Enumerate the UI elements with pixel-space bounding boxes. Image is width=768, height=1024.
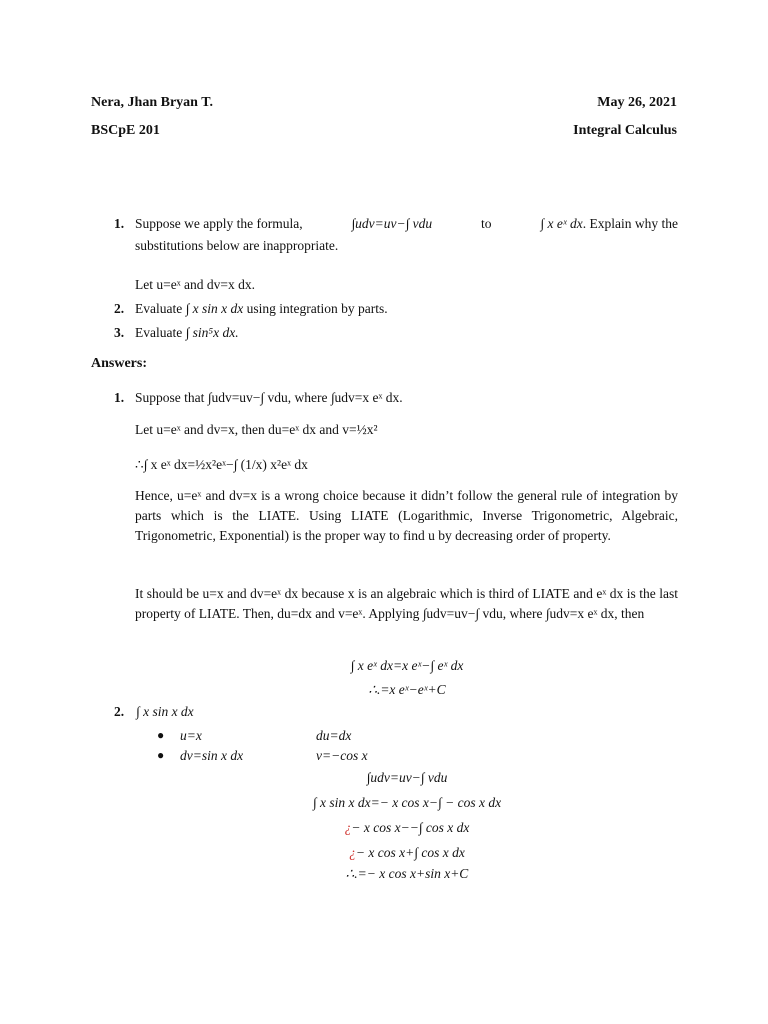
answer-2-step-3	[345, 818, 470, 838]
question-1-line1	[135, 214, 678, 234]
question-2-evaluate: Evaluate	[135, 301, 183, 316]
answer-2-u: u=x	[180, 728, 202, 743]
question-3-number: 3.	[114, 325, 125, 340]
answer-2-step-4	[349, 843, 465, 863]
bullet-1-icon: ●	[157, 728, 165, 742]
answer-2-step-2: ∫ x sin x dx=− x cos x−∫ − cos x dx	[312, 795, 502, 810]
question-2-tail: using integration by parts.	[246, 301, 388, 316]
answer-2-expr: ∫ x sin x dx	[136, 704, 194, 719]
answer-2-step-3-mark: ¿	[344, 820, 352, 835]
question-1-let: Let u=eˣ and dv=x dx.	[135, 277, 255, 292]
question-1-target: ∫ x eˣ dx	[540, 216, 583, 231]
answer-2-dv: dv=sin x dx	[180, 748, 244, 763]
bullet-2-icon: ●	[157, 748, 165, 762]
answer-1-paragraph-2: It should be u=x and dv=eˣ dx because x is an algebraic which is third of LIATE and eˣ dx is the last property of LIATE. Then, du=dx and v=eˣ. Applying ∫udv=uv−∫ vdu, where ∫udv=x eˣ dx, then	[135, 586, 678, 621]
answer-2-v: v=−cos x	[316, 748, 368, 763]
question-1-prefix: Suppose we apply the formula,	[135, 216, 303, 231]
answer-1-paragraph-1: Hence, u=eˣ and dv=x is a wrong choice because it didn’t follow the general rule of integration by parts which is the LIATE. Using LIATE (Logarithmic, Inverse Trigonometric, Algebraic, Trigonometric, Exponential) is the proper way to find u by decreasing order of property.	[135, 488, 678, 543]
answer-1-equation-2: ∴.=x eˣ−eˣ+C	[368, 682, 446, 697]
question-2-text	[135, 299, 388, 319]
question-2-expr: ∫ x sin x dx	[185, 301, 244, 316]
subject: Integral Calculus	[573, 123, 677, 138]
answer-2-number: 2.	[114, 704, 125, 719]
course: BSCpE 201	[91, 123, 160, 138]
answer-2-step-1: ∫udv=uv−∫ vdu	[366, 770, 448, 785]
question-1-to: to	[481, 216, 492, 231]
question-3-text	[135, 323, 239, 343]
answers-heading: Answers:	[91, 356, 147, 371]
answer-2-step-4-mark: ¿	[349, 845, 356, 860]
answer-2-step-4-expr: − x cos x+∫ cos x dx	[355, 845, 465, 860]
question-1-suffix: . Explain why the	[582, 216, 678, 231]
answer-1-line3: ∴∫ x eˣ dx=½x²eˣ−∫ (1/x) x²eˣ dx	[135, 457, 308, 472]
question-1-line2: substitutions below are inappropriate.	[135, 238, 339, 253]
answer-2-du: du=dx	[316, 728, 352, 743]
answer-1-number: 1.	[114, 390, 125, 405]
question-2-number: 2.	[114, 301, 125, 316]
answer-2-step-3-expr: − x cos x−−∫ cos x dx	[351, 820, 470, 835]
question-1-formula: ∫udv=uv−∫ vdu	[351, 216, 433, 231]
question-3-evaluate: Evaluate	[135, 325, 183, 340]
answer-2-step-5: ∴.=− x cos x+sin x+C	[345, 866, 469, 881]
question-3-expr: ∫ sin⁵x dx.	[185, 325, 239, 340]
answer-1-line2: Let u=eˣ and dv=x, then du=eˣ dx and v=½x²	[135, 422, 378, 437]
date: May 26, 2021	[597, 95, 677, 110]
answer-1-line1: Suppose that ∫udv=uv−∫ vdu, where ∫udv=x eˣ dx.	[135, 390, 403, 405]
answer-1-equation-1: ∫ x eˣ dx=x eˣ−∫ eˣ dx	[350, 658, 464, 673]
question-1-number: 1.	[114, 216, 125, 231]
student-name: Nera, Jhan Bryan T.	[91, 95, 213, 110]
